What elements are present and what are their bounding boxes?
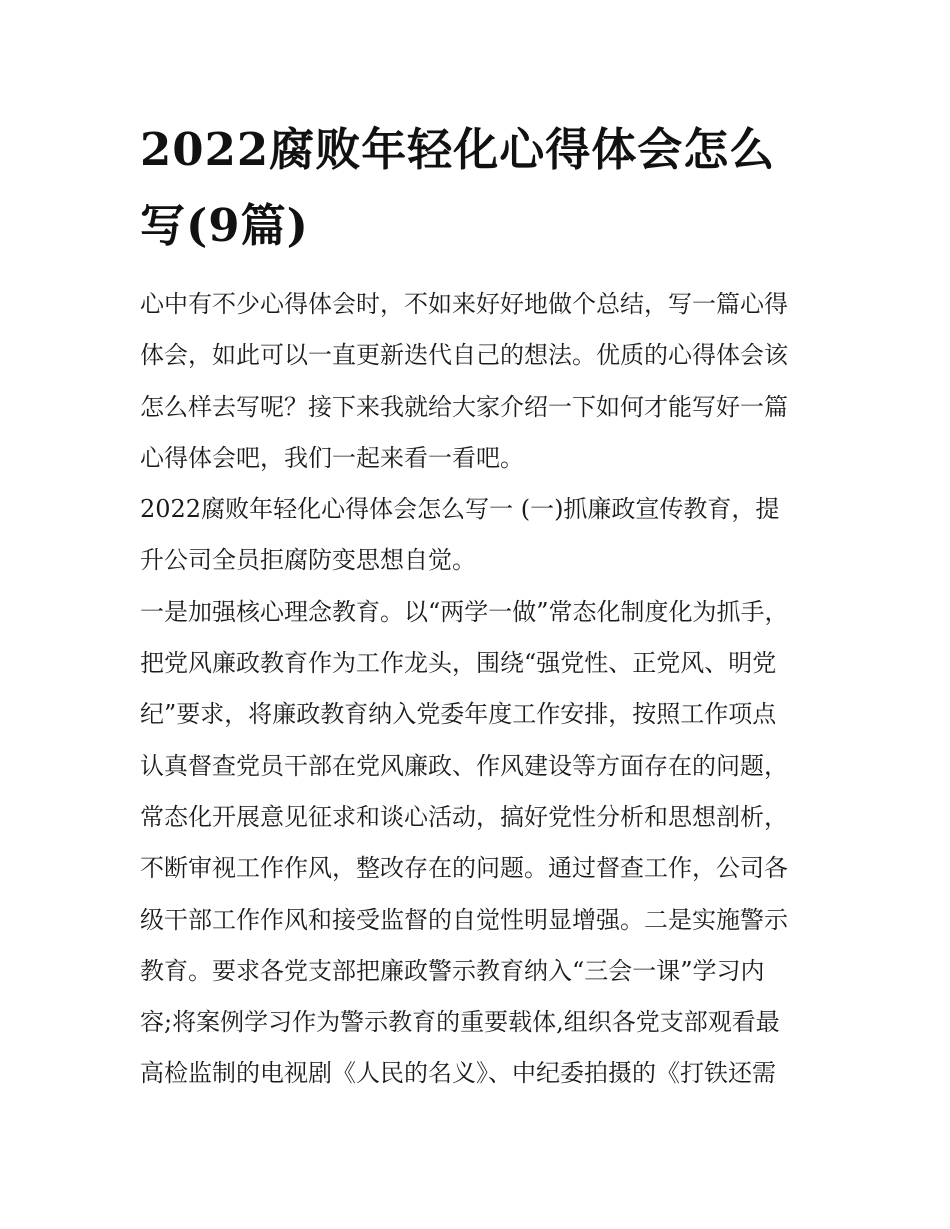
text-line: 怎么样去写呢？接下来我就给大家介绍一下如何才能写好一篇 <box>140 392 788 421</box>
text-line: 心得体会吧，我们一起来看一看吧。 <box>140 443 524 472</box>
text-line: 高检监制的电视剧《人民的名义》、中纪委拍摄的《打铁还需 <box>140 1059 776 1088</box>
text-line: 不断审视工作作风，整改存在的问题。通过督查工作，公司各 <box>140 854 788 883</box>
text-line: 心中有不少心得体会时，不如来好好地做个总结，写一篇心得 <box>140 290 788 318</box>
body-text <box>140 279 820 1100</box>
text-line: 认真督查党员干部在党风廉政、作风建设等方面存在的问题， <box>140 751 788 780</box>
text-line: 常态化开展意见征求和谈心活动，搞好党性分析和思想剖析， <box>140 802 788 831</box>
text-line: 容;将案例学习作为警示教育的重要载体,组织各党支部观看最 <box>140 1008 780 1037</box>
text-line: 体会，如此可以一直更新迭代自己的想法。优质的心得体会该 <box>140 341 788 370</box>
text-line: 级干部工作作风和接受监督的自觉性明显增强。二是实施警示 <box>140 905 788 934</box>
text-line: 2022腐败年轻化心得体会怎么写一 (一)抓廉政宣传教育，提 <box>140 495 780 524</box>
text-line: 把党风廉政教育作为工作龙头，围绕“强党性、正党风、明党 <box>140 649 777 678</box>
title-line: 2022腐败年轻化心得体会怎么 <box>140 123 776 176</box>
title-line: 写(9篇) <box>140 199 309 252</box>
text-line: 升公司全员拒腐防变思想自觉。 <box>140 546 476 575</box>
text-line: 一是加强核心理念教育。以“两学一做”常态化制度化为抓手， <box>140 597 789 626</box>
text-line: 教育。要求各党支部把廉政警示教育纳入“三会一课”学习内 <box>140 956 765 985</box>
text-line: 纪”要求，将廉政教育纳入党委年度工作安排，按照工作项点 <box>140 700 777 729</box>
page-title <box>140 112 820 264</box>
